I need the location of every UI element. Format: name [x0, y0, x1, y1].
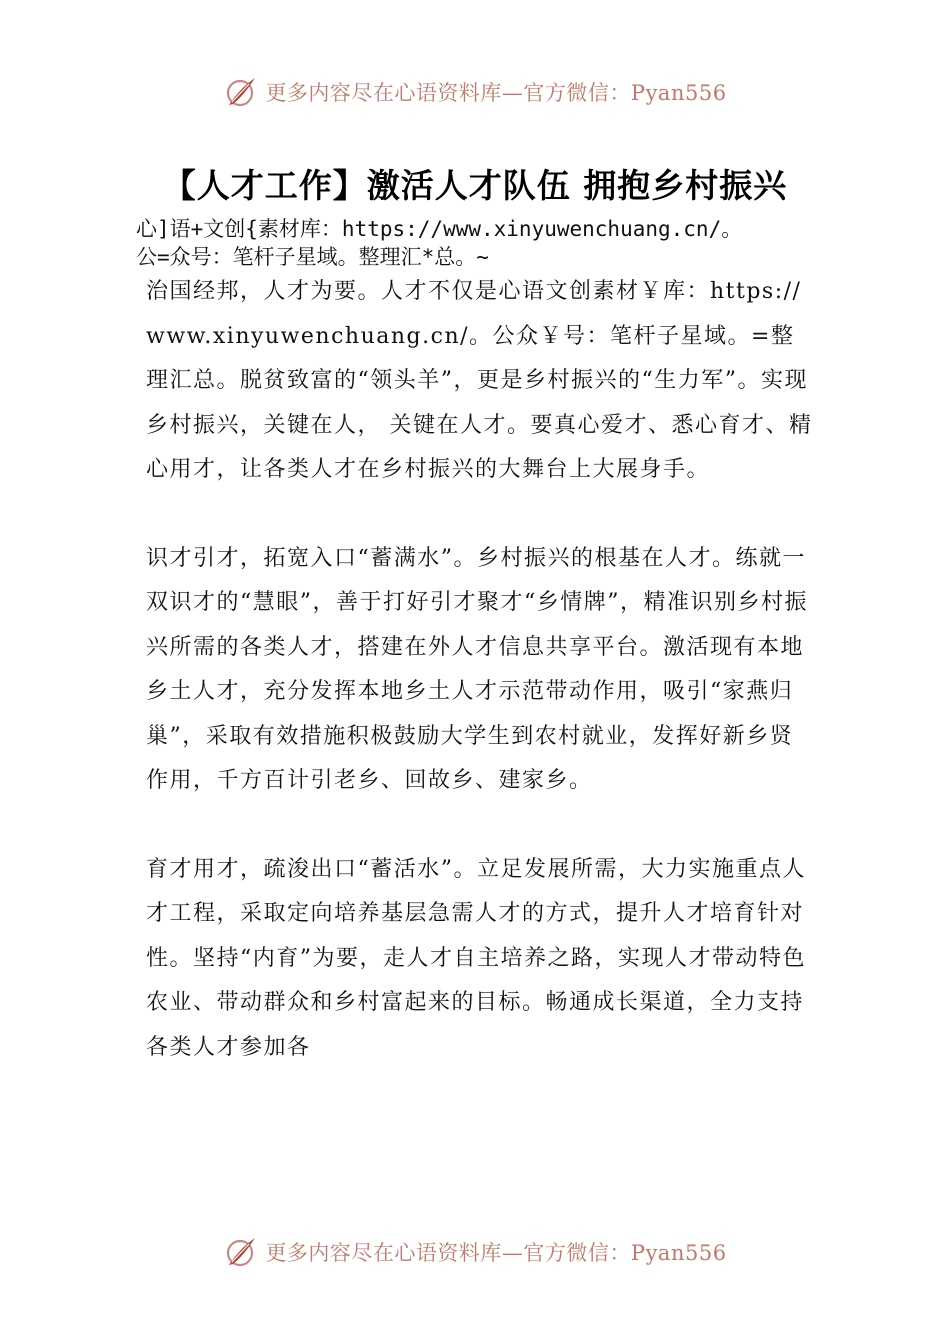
footer-banner — [0, 1232, 950, 1272]
paragraph: 治国经邦，人才为要。人才不仅是心语文创素材￥库：https://www.xinyuwenchuang.cn/。公众￥号：笔杆子星域。=整理汇总。脱贫致富的“领头羊”，更是乡村振兴的“生力军”。实现乡村振兴，关键在人， 关键在人才。要真心爱才、悉心育才、精心用才，让各类人才在乡村振兴的大舞台上大展身手。 — [146, 279, 813, 482]
banner-text: 更多内容尽在心语资料库—官方微信：Pyan556 — [265, 1241, 727, 1265]
document-body — [146, 270, 814, 1114]
document-title: 【人才工作】激活人才队伍 拥抱乡村振兴 — [162, 166, 788, 205]
paragraph: 识才引才，拓宽入口“蓄满水”。乡村振兴的根基在人才。练就一双识才的“慧眼”，善于打好引才聚才“乡情牌”，精准识别乡村振兴所需的各类人才，搭建在外人才信息共享平台。激活现有本地乡土人才，充分发挥本地乡土人才示范带动作用，吸引“家燕归巢”，采取有效措施积极鼓励大学生到农村就业，发挥好新乡贤作用，千方百计引老乡、回故乡、建家乡。 — [146, 545, 808, 793]
source-line: 心]语+文创{素材库：https://www.xinyuwenchuang.cn/。 — [136, 217, 743, 241]
banner-text: 更多内容尽在心语资料库—官方微信：Pyan556 — [265, 81, 727, 105]
feather-brush-logo-icon — [223, 74, 259, 110]
source-line: 公=众号：笔杆子星域。整理汇*总。~ — [136, 245, 489, 269]
feather-brush-logo-icon — [223, 1234, 259, 1270]
paragraph: 育才用才，疏浚出口“蓄活水”。立足发展所需，大力实施重点人才工程，采取定向培养基层急需人才的方式，提升人才培育针对性。坚持“内育”为要，走人才自主培养之路，实现人才带动特色农业、带动群众和乡村富起来的目标。畅通成长渠道，全力支持各类人才参加各 — [146, 856, 806, 1060]
header-banner — [0, 72, 950, 112]
